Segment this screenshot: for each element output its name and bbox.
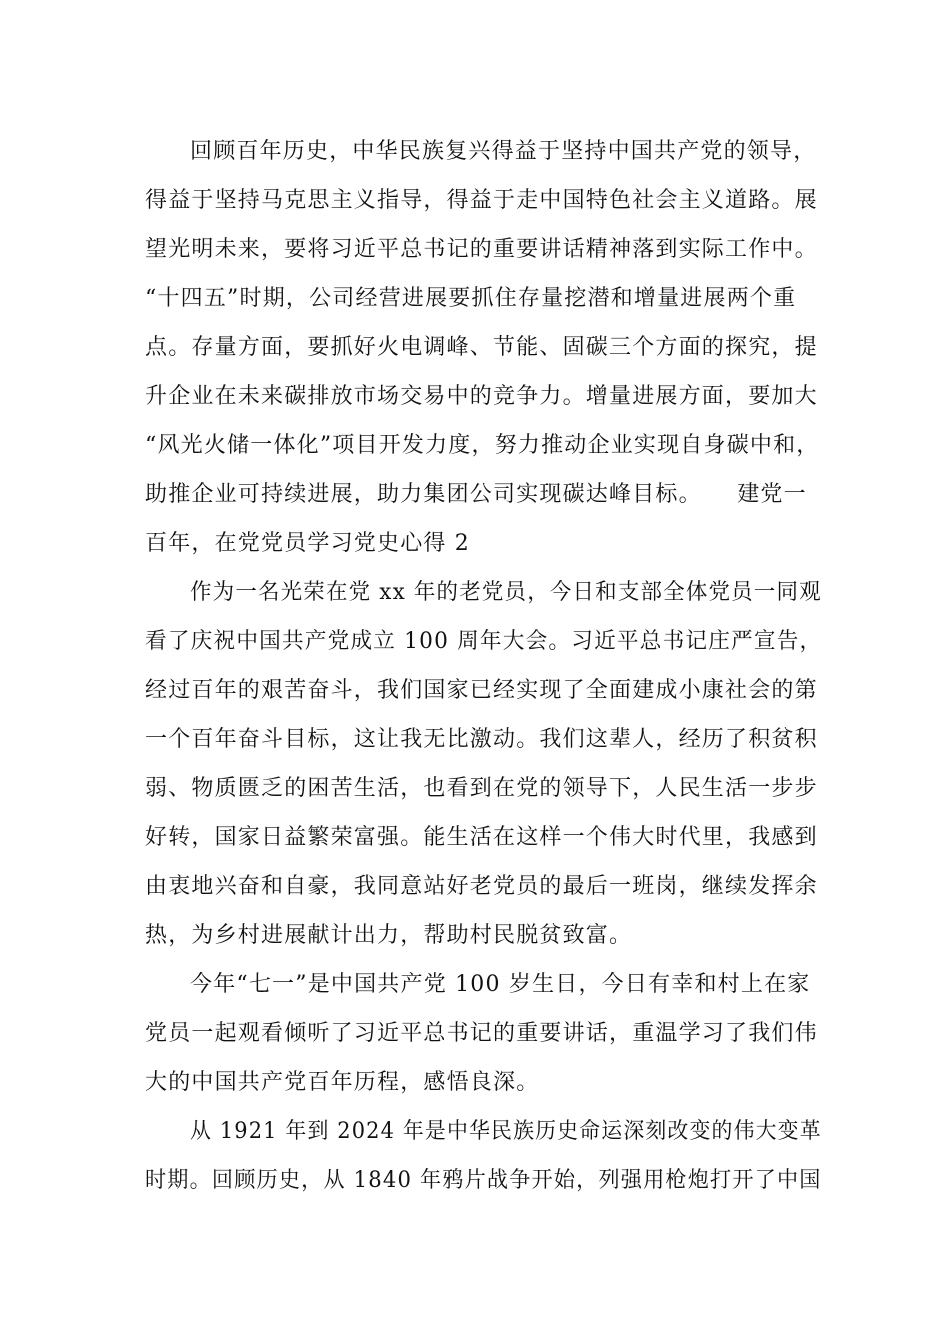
paragraph-2-line-8: 热，为乡村进展献计出力，帮助村民脱贫致富。 [145, 923, 633, 948]
paragraph-3-line-2: 党员一起观看倾听了习近平总书记的重要讲话，重温学习了我们伟 [145, 1021, 818, 1046]
paragraph-1-line-6: 升企业在未来碳排放市场交易中的竞争力。增量进展方面，要加大 [145, 384, 818, 409]
paragraph-1-line-5: 点。存量方面，要抓好火电调峰、节能、固碳三个方面的探究，提 [145, 335, 818, 360]
paragraph-3-line-3: 大的中国共产党百年历程，感悟良深。 [145, 1070, 540, 1095]
paragraph-2-line-7: 由衷地兴奋和自豪，我同意站好老党员的最后一班岗，继续发挥余 [145, 874, 818, 899]
paragraph-4-line-1: 从 1921 年到 2024 年是中华民族历史命运深刻改变的伟大变革 [190, 1119, 822, 1144]
paragraph-2-line-5: 弱、物质匮乏的困苦生活，也看到在党的领导下，人民生活一步步 [145, 776, 818, 801]
paragraph-4-line-2: 时期。回顾历史，从 1840 年鸦片战争开始，列强用枪炮打开了中国 [145, 1168, 822, 1193]
paragraph-2-line-3: 经过百年的艰苦奋斗，我们国家已经实现了全面建成小康社会的第 [145, 678, 818, 703]
paragraph-1-line-1: 回顾百年历史，中华民族复兴得益于坚持中国共产党的领导， [190, 139, 817, 164]
paragraph-1-line-3: 望光明未来，要将习近平总书记的重要讲话精神落到实际工作中。 [145, 237, 818, 262]
paragraph-2-line-4: 一个百年奋斗目标，这让我无比激动。我们这辈人，经历了积贫积 [145, 727, 818, 752]
paragraph-2-line-6: 好转，国家日益繁荣富强。能生活在这样一个伟大时代里，我感到 [145, 825, 818, 850]
paragraph-2-line-2: 看了庆祝中国共产党成立 100 周年大会。习近平总书记庄严宣告， [145, 629, 823, 654]
section-heading: 百年，在党党员学习党史心得 2 [145, 531, 470, 556]
paragraph-1-line-4: “十四五”时期，公司经营进展要抓住存量挖潜和增量进展两个重 [145, 286, 797, 311]
paragraph-2-line-1: 作为一名光荣在党 xx 年的老党员，今日和支部全体党员一同观 [190, 580, 822, 605]
paragraph-1-line-2: 得益于坚持马克思主义指导，得益于走中国特色社会主义道路。展 [145, 188, 818, 213]
paragraph-1-line-8: 助推企业可持续进展，助力集团公司实现碳达峰目标。 建党一 [145, 482, 807, 507]
paragraph-1-line-7: “风光火储一体化”项目开发力度，努力推动企业实现自身碳中和， [145, 433, 820, 458]
paragraph-3-line-1: 今年“七一”是中国共产党 100 岁生日，今日有幸和村上在家 [190, 972, 811, 997]
